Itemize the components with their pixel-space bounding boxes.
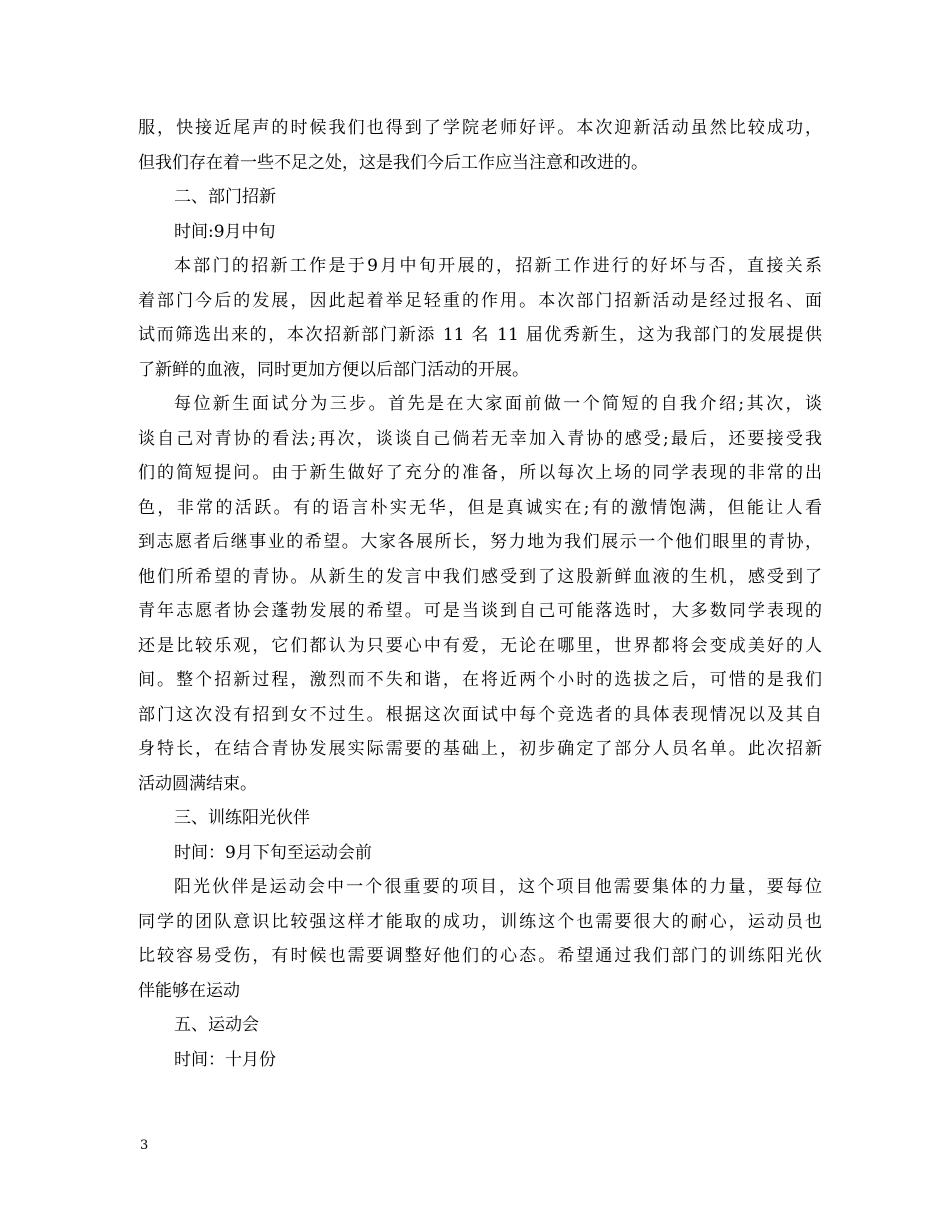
text-line: 色，非常的活跃。有的语言朴实无华，但是真诚实在;有的激情饱满，但能让人看 — [138, 497, 822, 518]
text-line: 五、运动会 — [174, 1015, 259, 1035]
text-line: 身特长，在结合青协发展实际需要的基础上，初步确定了部分人员名单。此次招新 — [138, 739, 822, 759]
text-line: 比较容易受伤，有时候也需要调整好他们的心态。希望通过我们部门的训练阳光伙 — [138, 946, 822, 966]
text-line: 服，快接近尾声的时候我们也得到了学院老师好评。本次迎新活动虽然比较成功， — [138, 118, 822, 138]
text-line: 三、训练阳光伙伴 — [174, 808, 310, 828]
text-line: 同学的团队意识比较强这样才能取的成功，训练这个也需要很大的耐心，运动员也 — [138, 911, 822, 932]
text-line: 每位新生面试分为三步。首先是在大家面前做一个简短的自我介绍;其次，谈 — [174, 394, 822, 414]
text-line: 试而筛选出来的，本次招新部门新添 11 名 11 届优秀新生，这为我部门的发展提供 — [138, 325, 822, 345]
text-line: 谈自己对青协的看法;再次，谈谈自己倘若无幸加入青协的感受;最后，还要接受我 — [138, 428, 822, 449]
document-body — [138, 111, 822, 1077]
text-line: 着部门今后的发展，因此起着举足轻重的作用。本次部门招新活动是经过报名、面 — [138, 290, 822, 311]
text-line: 活动圆满结束。 — [138, 773, 257, 794]
text-line: 但我们存在着一些不足之处，这是我们今后工作应当注意和改进的。 — [138, 152, 648, 173]
text-line: 到志愿者后继事业的希望。大家各展所长，努力地为我们展示一个他们眼里的青协， — [138, 532, 822, 552]
text-line: 二、部门招新 — [174, 187, 276, 207]
page-number: 3 — [140, 1138, 149, 1153]
text-line: 了新鲜的血液，同时更加方便以后部门活动的开展。 — [138, 359, 529, 380]
text-line: 青年志愿者协会蓬勃发展的希望。可是当谈到自己可能落选时，大多数同学表现的 — [138, 601, 822, 621]
text-line: 他们所希望的青协。从新生的发言中我们感受到了这股新鲜血液的生机，感受到了 — [138, 566, 822, 587]
text-line: 间。整个招新过程，激烈而不失和谐，在将近两个小时的选拔之后，可惜的是我们 — [138, 670, 822, 690]
text-line: 本部门的招新工作是于9月中旬开展的，招新工作进行的好坏与否，直接关系 — [174, 256, 822, 276]
text-line: 部门这次没有招到女不过生。根据这次面试中每个竞选者的具体表现情况以及其自 — [138, 704, 822, 725]
text-line: 时间：十月份 — [174, 1049, 276, 1070]
text-line: 时间:9月中旬 — [174, 221, 276, 242]
text-line: 伴能够在运动 — [138, 980, 240, 1001]
text-line: 们的简短提问。由于新生做好了充分的准备，所以每次上场的同学表现的非常的出 — [138, 463, 822, 483]
text-line: 时间：9月下旬至运动会前 — [174, 842, 372, 863]
text-line: 阳光伙伴是运动会中一个很重要的项目，这个项目他需要集体的力量，要每位 — [174, 877, 822, 897]
text-line: 还是比较乐观，它们都认为只要心中有爱，无论在哪里，世界都将会变成美好的人 — [138, 635, 822, 656]
